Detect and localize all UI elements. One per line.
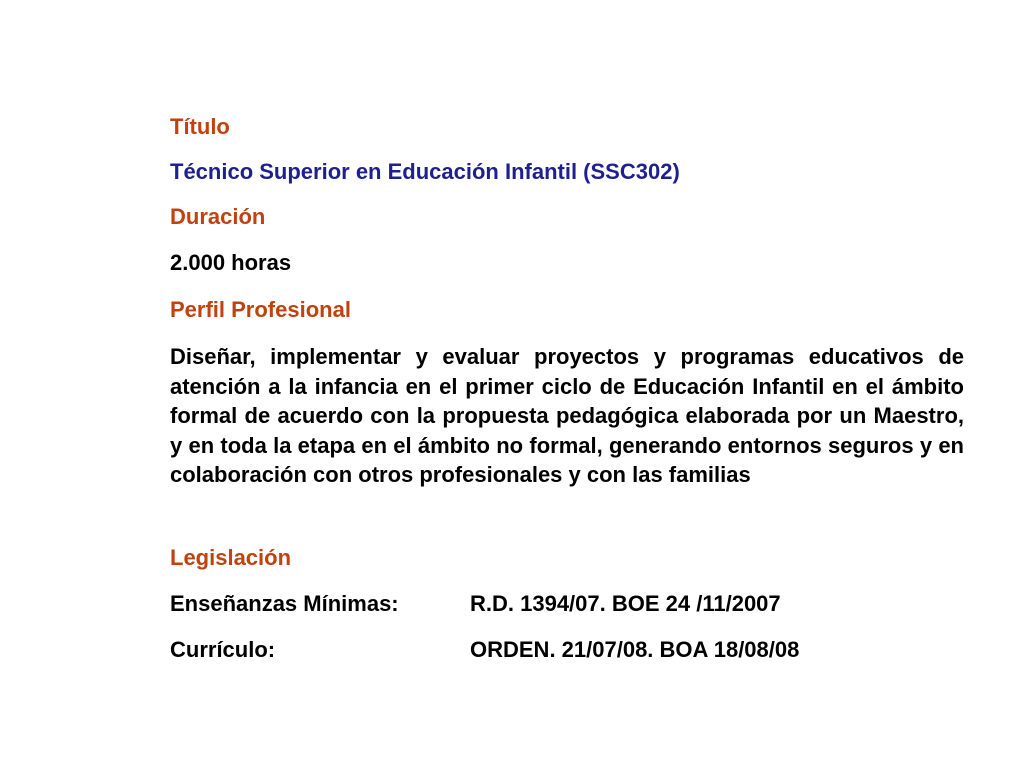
perfil-description: Diseñar, implementar y evaluar proyectos y programas educativos de atención a la infancia en el primer ciclo de Educación Infantil en el ámbito formal de acuerdo con la propuesta pedagógica elaborada por un Maestro, y en toda la etapa en el ámbito no formal, generando entornos seguros y en colaboración con otros profesionales y con las familias	[170, 344, 964, 487]
curriculo-row	[170, 637, 800, 663]
perfil-heading: Perfil Profesional	[170, 297, 351, 322]
ensenanzas-label: Enseñanzas Mínimas:	[170, 591, 399, 616]
legislacion-heading: Legislación	[170, 545, 292, 570]
titulo-heading: Título	[170, 114, 230, 139]
curriculo-label: Currículo:	[170, 637, 276, 662]
ensenanzas-row	[170, 591, 781, 617]
duracion-value: 2.000 horas	[170, 250, 292, 275]
ensenanzas-value: R.D. 1394/07. BOE 24 /11/2007	[470, 591, 781, 616]
duracion-heading: Duración	[170, 204, 266, 229]
titulo-value: Técnico Superior en Educación Infantil (SSC302)	[170, 159, 680, 184]
curriculo-value: ORDEN. 21/07/08. BOA 18/08/08	[470, 637, 800, 662]
